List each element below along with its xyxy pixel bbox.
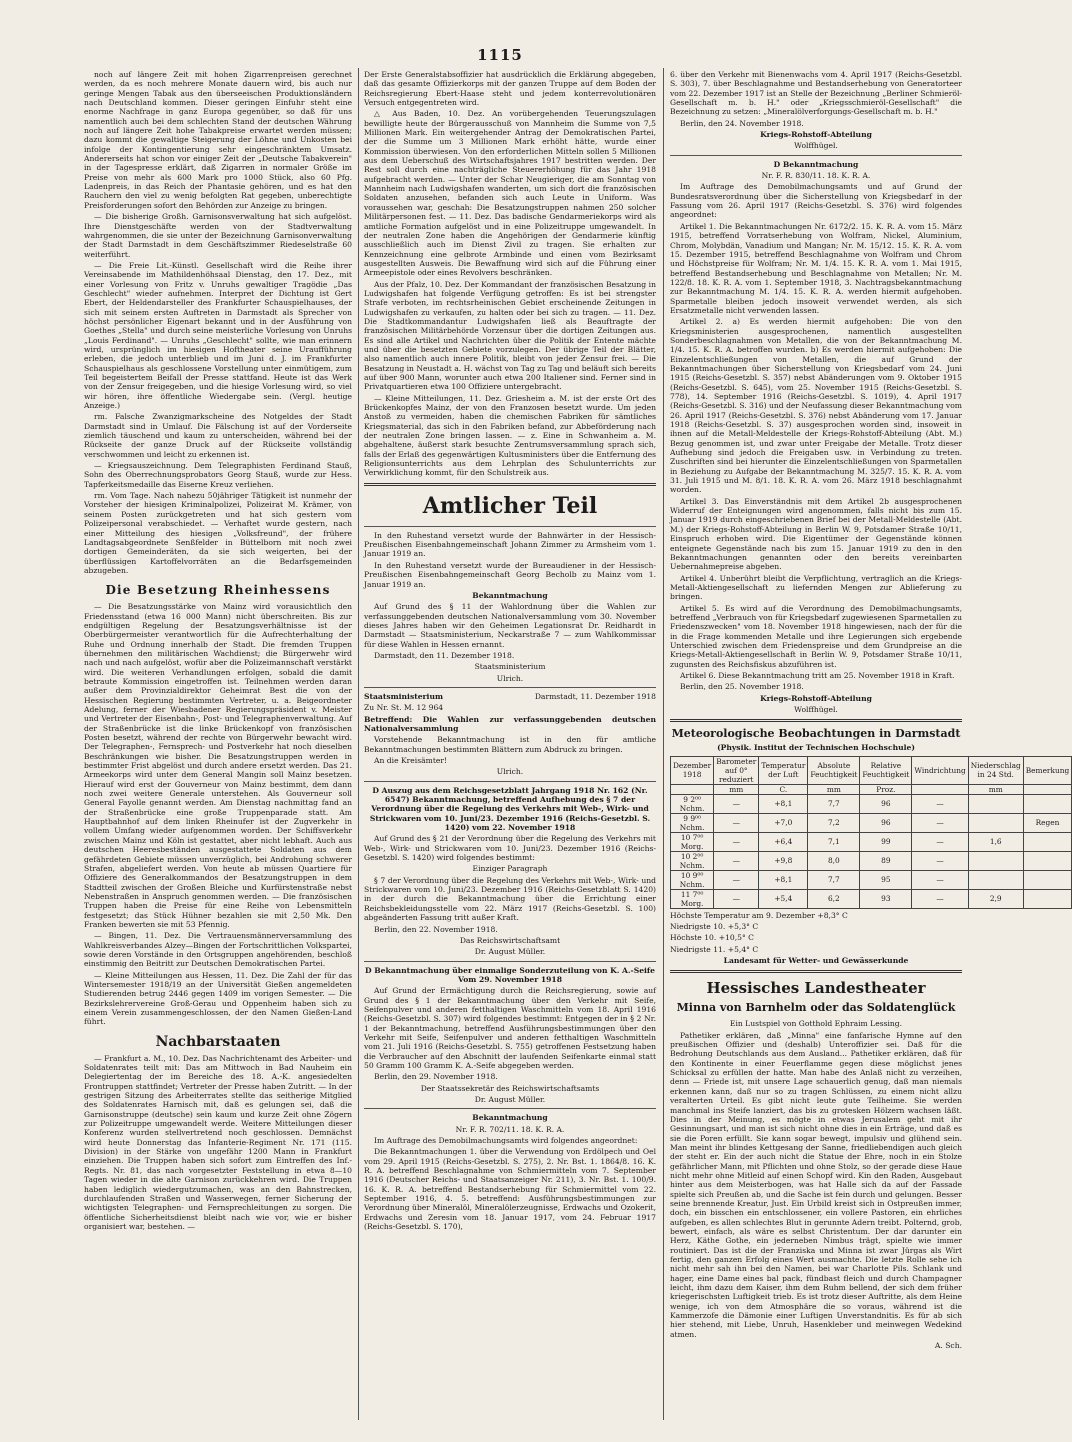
table-cell — [968, 870, 1023, 889]
table-row — [671, 889, 1072, 908]
metal-article-6: Artikel 6. Diese Bekanntmachung tritt am 25. November 1918 in Kraft. — [680, 670, 955, 680]
divider — [364, 687, 656, 688]
heading-landestheater: Hessisches Landestheater — [706, 979, 926, 998]
notice-retirement-zimmer: In den Ruhestand versetzt wurde der Bahnwärter in der Hessisch-Preußischen Eisenbahngemeinschaft Johann Zimmer zu Armsheim vom 1. Januar 1919 an. — [364, 530, 656, 559]
soap-signature: Dr. August Müller. — [474, 1095, 546, 1104]
table-row — [671, 813, 1072, 832]
table-cell: 7,2 — [808, 813, 860, 832]
table-cell: 9 9⁰⁰ Nchm. — [671, 813, 714, 832]
divider — [364, 961, 656, 962]
table-row — [671, 870, 1072, 889]
weather-unit — [671, 784, 714, 794]
table-cell: — — [912, 794, 968, 813]
table-cell: 7,1 — [808, 832, 860, 851]
ministry-head: Staatsministerium — [364, 691, 443, 701]
rgbl-signature: Das Reichswirtschaftsamt — [459, 935, 561, 945]
continued-signature: Kriegs-Rohstoff-Abteilung — [760, 130, 872, 140]
heading-play-title: Minna von Barnhelm oder das Soldatenglück — [676, 1001, 956, 1015]
continued-signature: Wolffhügel. — [794, 141, 838, 151]
table-row — [671, 832, 1072, 851]
column-rule-left — [358, 68, 359, 1420]
metal-article-2: Artikel 2. a) Es werden hiermit aufgehoben: Die von den Kriegsministerien ausgesprochenen, namentlich ausgestellten Sonderbeschlagnahmen von Metallen, die von der Bekanntmachung M. 1/4. 15. K. R. A. betroffen wurden. b) Es werden hiermit aufgehoben: Die Einzelentschließungen von Metallen, die auf Grund der Bekanntmachungen über Sicherstellung von Kriegsbedarf vom 24. Juni 1915 (Reichs-Gesetzbl. S. 357) nebst Abänderungen vom 9. Oktober 1915 (Reichs-Gesetzbl. S. 645), vom 25. November 1915 (Reichs-Gesetzbl. S. 778), 14. September 1916 (Reichs-Gesetzbl. S. 1019), 4. April 1917 (Reichs-Gesetzbl. S. 316) und der Neufassung dieser Bekanntmachung vom 26. April 1917 (Reichs-Gesetzbl. S. 376) nebst Abänderung vom 17. Januar 1918 (Reichs-Gesetzbl. S. 37) ausgesprochen worden sind, insoweit in ihnen auf die Metall-Meldestelle der Kriegs-Rohstoff-Abteilung (Abt. M.) Bezug genommen ist, und zwar unter Freigabe der Metalle. Trotz dieser Aufhebung sind jedoch die Freigaben usw. in Verbindung zu treten. Zuschriften sind bei hierunter die Einzelentschließungen von Sparmetallen in Beziehung zu Aufgabe der Bekanntmachung M. 325/7. 15. K. R. A. vom 31. Juli 1915 und M. 8/1. 18. K. R. A. vom 26. März 1918 beschlagnahmt worden. — [670, 317, 962, 495]
table-cell: 7,7 — [808, 870, 860, 889]
weather-col-header: Windrichtung — [912, 756, 968, 784]
article-kleine-mitteilungen-hessen: — Kleine Mitteilungen aus Hessen, 11. Dez. Die Zahl der für das Wintersemester 1918/19 an der Universität Gießen angemeldeten Studierenden betrug 2446 gegen 1409 im vorigen Semester. — Die Bezirkslehrervereine Groß-Gerau und Oppenheim haben sich zu einem Verein zusammengeschlossen, der den Namen Gießen-Land führt. — [84, 970, 352, 1027]
stat-value: +5,4° C — [727, 944, 759, 954]
stat-label: Niedrigste — [670, 922, 711, 932]
table-cell: 9 2⁰⁰ Nchm. — [671, 794, 714, 813]
weather-unit: C. — [759, 784, 808, 794]
divider — [670, 155, 962, 156]
table-cell: — — [714, 832, 759, 851]
rgbl-paragraph-title: Einziger Paragraph — [472, 864, 548, 874]
soap-signature: Der Staatssekretär des Reichswirtschaftsamts — [420, 1083, 600, 1093]
table-cell — [968, 794, 1023, 813]
table-cell: — — [714, 870, 759, 889]
metal-article-5: Artikel 5. Es wird auf die Verordnung des Demobilmachungsamts, betreffend „Verbrauch von für Kriegsbedarf zugewiesenen Sparmetallen zu Friedenszwecken" vom 18. November 1918 hingewiesen, nach der für die in die Frage kommenden Metalle und ihre Legierungen sich ergebende Unterschied zwischen dem Friedenspreise und dem Grundpreise an die Kriegs-Metall-Aktiengesellschaft in Berlin W. 9, Potsdamer Straße 10/11, zugunsten des Reichsfiskus abzuführen ist. — [670, 603, 962, 669]
stat-date: 10. — [713, 922, 726, 932]
weather-unit: Proz. — [860, 784, 912, 794]
article-bingen: — Bingen, 11. Dez. Die Vertrauensmännerversammlung des Wahlkreisverbandes Alzey—Bingen der Fortschrittlichen Volkspartei, sowie deren Vorstände in den Ortsgruppen angehörenden, beschloß einstimmig den Beitritt zur Deutschen Demokratischen Partei. — [84, 931, 352, 969]
weather-col-header: Dezember 1918 — [671, 756, 714, 784]
article-false-banknotes: rm. Falsche Zwanzigmarkscheine des Notgeldes der Stadt Darmstadt sind in Umlauf. Die Fälschung ist auf der Vorderseite ziemlich täuschend und kaum zu unterscheiden, während bei der Rückseite der ganze Druck auf der Rückseite vollständig verschwommen und leicht zu erkennen ist. — [84, 412, 352, 459]
article-kleine-mitteilungen: — Kleine Mitteilungen, 11. Dez. Griesheim a. M. ist der erste Ort des Brückenkopfes Mainz, der von den Franzosen besetzt wurde. Um jeden Anstoß zu vermeiden, haben die chemischen Fabriken für sämtliches Kriegsmaterial, das sich in den Fabriken befand, zur Abbeförderung nach der neutralen Zone bringen lassen. — z. Eine in Schwanheim a. M. abgehaltene, äußerst stark besuchte Zentrumsversammlung sprach sich, falls der Erlaß des gegenwärtigen Kultusministers über die Entfernung des Religionsunterrichts aus dem Lehrplan des Schulunterrichts zur Verwirklichung kommt, für den Schulstreik aus. — [364, 393, 656, 478]
table-cell — [1023, 870, 1071, 889]
weather-unit: mm — [968, 784, 1023, 794]
table-cell: 93 — [860, 889, 912, 908]
rgbl-paragraph: § 7 der Verordnung über die Regelung des Verkehrs mit Web-, Wirk- und Strickwaren vom 10. Juni/23. Dezember 1916 (Reichs-Gesetzblatt S. 1420) in der durch die Bekanntmachung über die Errichtung einer Reichsbekleidungsstelle vom 22. März 1917 (Reichs-Gesetzbl. S. 100) abgeänderten Fassung tritt außer Kraft. — [364, 875, 656, 923]
table-cell: — — [714, 851, 759, 870]
ministry-addressee: An die Kreisämter! — [374, 756, 448, 765]
weather-table — [670, 756, 1072, 909]
weather-signature: Landesamt für Wetter- und Gewässerkunde — [723, 956, 909, 966]
table-cell: 2,9 — [968, 889, 1023, 908]
continued-date: Berlin, den 24. November 1918. — [680, 118, 804, 128]
ministry-text: Vorstehende Bekanntmachung ist in den für amtliche Bekanntmachungen bestimmten Blättern zum Abdruck zu bringen. — [364, 735, 656, 754]
table-cell — [1023, 832, 1071, 851]
table-cell — [1023, 889, 1071, 908]
continued-items: 6. über den Verkehr mit Bienenwachs vom 4. April 1917 (Reichs-Gesetzbl. S. 303), 7. über Beschlagnahme und Bestandserhebung von Generatorteer vom 22. Dezember 1917 ist an Stelle der Bezeichnung „Berliner Schmieröl-Gesellschaft m. b. H." oder „Kriegsschmieröl-Gesellschaft" die Bezeichnung zu setzen: „Mineralölverforgungs-Gesellschaft m. b. H." — [670, 70, 962, 117]
theater-review: Pathetiker erklären, daß „Minna" eine fanfarische Hymne auf den preußischen Offizier und (deshalb) Unteroffizier sei. Daß für die Bedrohung Deutschlands aus dem Ausland... Pathetiker erklären, daß für den Kontinente in einer Feuerflamme gegen diese möglichst jenes Schicksal zu erfüllen der hatte. Man habe des Anlaß nicht zu verzeihen, denn — Friede ist, mit unsere Lage schauerlich genug, daß man niemals erkennen kann, daß nur so zu tragen Schlüssen, zu einem nicht allzu veralterten Urteil. Es gibt nicht leute gute Teilheime. Sie werden manchmal ins Steife lanziert, das bis zu grotesken Hölzern wachsen läßt. Dies in der Meinung, es mögte in etwas Jerusalem geht mit ihr Gesinnungsart, und man ist sich nicht ohne dies in ein Erträge, und daß es sie die Poren erfüllt. Sie kann sogar bewegt, impulsiv und glühend sein. Man meint ihr blindes Kettgesang der Sanne, friedliebendigen auch gleich der steht er. Ein der auch nicht die Statue der Ehre, noch in ein Stolze gefährlicher Mann, mit Pflichten und ohne Stolz, so der gerade diese Haue nicht mehr ohne Mitleid auf einen Schopf wird. Kin den Raden, Ausgebaut hinter aus dem Meisterbogen, was hat Halle sich da auf der Fassade spielte sich Preußen ab, und die Sache ist fein durch und gelungen. Besser seine brennende Kreatur, Just. Ein Urbild kreist sich in Ostpreußen immer, doch, ein bisschen ein entschlossener, ein vollere Pastoren, ein ehrliches aufgeben, es allen schlechtes Blut in gerunnte Adern treibt. Polternd, grob, bewert, einfach, als wäre es selbst Christentum. Der dar darunter ein Herz, Käthe Gothe, ein jederneben Nimbus trägt, spielte wie immer routiniert. Das ist die der Franziska und Minna ist zwar Jürgas als Wirt fertig, den ganzen Erfolg eines Wert ausmachte. Die letzte Rolle sehe ich nicht mehr sah ihn bei den Namen, bei war Charlotte Pils. Schlank und hager, eine Dame eines bal pack, fündbast fleich und durch Champagner leicht, ihm dazu dem Kaiser, ihm dem Ruhm bellend, der sich dem früher kriegerischsten Luftigkeit trieb. Es ist trotz dieser Auftritte, als dem Heine wenige, ich von dem Atmosphäre die so voraus, während ist die Kammerzofe die Dämonie einer Luftigen Unverstandnitis. Es für ab sich hier stehend, mit Liebe, Unruh, Hasenkleber und meinwegen Wedekind atmen. — [670, 1030, 962, 1339]
notice2-title: Bekanntmachung — [472, 1113, 548, 1123]
weather-header-row — [671, 756, 1072, 784]
metal-article-3: Artikel 3. Das Einverständnis mit dem Artikel 2b ausgesprochenen Widerruf der Enteignungen wird angenommen, falls nicht bis zum 15. Januar 1919 durch eingeschriebenen Brief bei der Metall-Meldestelle (Abt. M.) der Kriegs-Rohstoff-Abteilung in Berlin W. 9, Potsdamer Straße 10/11, Einspruch erhoben wird. Die Eigentümer der Gegenstände können enteignete Gegenstände nach bis zum 15. Januar 1919 zu den in den Bekanntmachungen genannten oder den bereits vereinbarten Uebernahmepreise abgeben. — [670, 496, 962, 572]
column-left — [84, 70, 352, 1420]
heading-nachbarstaaten: Nachbarstaaten — [155, 1033, 281, 1050]
page-number: 1115 — [477, 46, 523, 64]
stat-date: 10. — [704, 933, 717, 943]
play-subtitle: Ein Lustspiel von Gotthold Ephraim Lessing. — [729, 1019, 903, 1029]
weather-col-header: Absolute Feuchtigkeit — [808, 756, 860, 784]
table-cell: 1,6 — [968, 832, 1023, 851]
table-cell: 10 7⁰⁰ Morg. — [671, 832, 714, 851]
metal-notice-title: D Bekanntmachung — [773, 159, 859, 169]
table-cell: 7,7 — [808, 794, 860, 813]
soap-date: Berlin, den 29. November 1918. — [374, 1072, 498, 1082]
notice2-number: Nr. F. R. 702/11. 18. K. R. A. — [455, 1124, 565, 1134]
article-pfalz: Aus der Pfalz, 10. Dez. Der Kommandant der französischen Besatzung in Ludwigshafen hat folgende Verfügung getroffen: Es ist bei strengster Strafe verboten, im rechtsrheinischen Gebiet erscheinende Zeitungen in Ludwigshafen zu verkaufen, zu halten oder bei sich zu tragen. — 11. Dez. Die Stadtkommandantur Ludwigshafen ließ als Beauftragte der französischen Militärbehörde Vorzensur über die dortigen Zeitungen aus. Es sind alle Artikel und Nachrichten über die Politik der Entente mächte und über die besetzten Gebiete vorzulegen. Der übrige Teil der Blätter, also namentlich auch innere Politik, bleibt von jeder Zensur frei. — Die Besatzung in Neustadt a. H. wächst von Tag zu Tag und beläuft sich bereits auf über 900 Mann, worunter auch etwa 200 Italiener sind. Ferner sind in Privatquartieren etwa 100 Offiziere untergebracht. — [364, 279, 656, 392]
weather-col-header: Niederschlag in 24 Std. — [968, 756, 1023, 784]
table-cell: 10 2⁰⁰ Nchm. — [671, 851, 714, 870]
table-cell: 95 — [860, 870, 912, 889]
table-cell — [968, 813, 1023, 832]
heading-amtlicher-teil: Amtlicher Teil — [422, 492, 598, 519]
article-garrison-admin: — Die bisherige Großh. Garnisonsverwaltung hat sich aufgelöst. Ihre Dienstgeschäfte werden von der Stadtverwaltung wahrgenommen, die sie unter der Bezeichnung Garnisonverwaltung der Stadt Darmstadt in dem Geschäftszimmer Riedeselstraße 60 weiterführt. — [84, 212, 352, 259]
notice-text: Auf Grund des § 11 der Wahlordnung über die Wahlen zur verfassunggebenden deutschen Nationalversammlung vom 30. November dieses Jahres haben wir den Geheimen Legationsrat Dr. Reidhardt in Darmstadt — Staatsministerium, Neckarstraße 7 — zum Wahlkommissar für diese Wahlen in Hessen ernannt. — [364, 602, 656, 649]
review-signature: A. Sch. — [934, 1341, 962, 1351]
stat-label: Höchste — [670, 933, 702, 943]
weather-unit: mm — [808, 784, 860, 794]
weather-col-header: Barometer auf 0° reduziert — [714, 756, 759, 784]
article-cigar-prices: noch auf längere Zeit mit hohen Zigarrenpreisen gerechnet werden, da es noch mehrere Monate dauern wird, bis auch nur geringe Mengen Tabak aus den überseeischen Produktionsländern nach Deutschland kommen. Dieser geringen Einfuhr steht eine enorme Nachfrage in ganz Europa gegenüber, so daß für uns namentlich auch bei dem schlechten Stand der deutschen Währung noch auf längere Zeit hohe Tabakpreise erwartet werden müssen; dazu kommt die gewaltige Steigerung der Löhne und Unkosten bei infolge der Kontingentierung sehr eingeschränktem Umsatz. Andererseits hat schon vor einiger Zeit der „Deutsche Tabakverein" in der Tagespresse erklärt, daß Zigarren in normaler Größe im Preise von mehr als 600 Mark pro 1000 Stück, also 60 Pfg. Ladenpreis, in das Reich der Phantasie gehören, und es hat den Rauchern den viel zu wenig befolgten Rat gegeben, unberechtigte Preisforderungen sofort den Behörden zur Anzeige zu bringen. — [84, 70, 352, 210]
metal-notice-date: Berlin, den 25. November 1918. — [680, 682, 804, 692]
article-vom-tage: rm. Vom Tage. Nach nahezu 50jähriger Tätigkeit ist nunmehr der Vorsteher der hiesigen Kriminalpolizei, Polizeirat M. Krämer, von seinem Posten zurückgetreten und hat sich gestern vom Polizeipersonal verabschiedet. — Verhaftet wurde gestern, nach einer Mitteilung des hiesigen „Volksfreund", der frühere Landtagsabgeordnete Senßfelder in Büttelborn mit noch zwei dortigen Gemeinderäten, da sie sich weigerten, bei der überflüssigen Kartoffelvorräten an die Bedarfsgemeinden abzugeben. — [84, 491, 352, 575]
ministry-signature: Ulrich. — [496, 767, 524, 777]
weather-unit — [912, 784, 968, 794]
column-right — [670, 70, 1070, 1420]
soap-heading: D Bekanntmachung über einmalige Sonderzuteilung von K. A.-Seife Vom 29. November 1918 — [364, 965, 656, 984]
table-cell: +8,1 — [759, 870, 808, 889]
weather-stats — [670, 911, 962, 954]
notice2-items: Die Bekanntmachungen 1. über die Verwendung von Erdölpech und Oel vom 29. April 1915 (Reichs-Gesetzbl. S. 275), 2. Nr. Bst. 1. 1864/8. 16. K. R. A. betreffend Beschlagnahme von Schmiermitteln vom 7. September 1916 (Deutscher Reichs- und Staatsanzeiger Nr. 211), 3. Nr. Bst. 1. 100/9. 16. K. R. A. betreffend Bestandserhebung für Schmiermittel vom 22. September 1916, 4. 5. betreffend: Ausführungsbestimmungen zur Verordnung über Mineralöl, Mineralölerzeugnisse, Erdwachs und Ozokerit, Erdwachs und Zeresin vom 18. Januar 1917, vom 24. Februar 1917 (Reichs-Gesetzbl. S. 170), — [364, 1147, 656, 1232]
stat-date: 11. — [713, 944, 726, 954]
article-generalstab: Der Erste Generalstabsoffizier hat ausdrücklich die Erklärung abgegeben, daß das gesamte Offizierkorps mit der ganzen Truppe auf dem Boden der Reichsregierung Ebert-Haase steht und jedem konterrevolutionären Versuch entgegentreten wird. — [364, 70, 656, 108]
weather-unit — [1023, 784, 1071, 794]
weather-col-header: Bemerkung — [1023, 756, 1071, 784]
table-row — [671, 851, 1072, 870]
ministry-subject: Betreffend: Die Wahlen zur verfassunggebenden deutschen Nationalversammlung — [364, 714, 656, 733]
stat-value: +10,5° C — [718, 933, 754, 943]
weather-col-header: Temperatur der Luft — [759, 756, 808, 784]
divider — [364, 781, 656, 782]
metal-notice-signature: Kriegs-Rohstoff-Abteilung — [760, 693, 872, 703]
table-row — [671, 794, 1072, 813]
divider — [364, 483, 656, 486]
table-cell: 96 — [860, 813, 912, 832]
metal-article-4: Artikel 4. Unberührt bleibt die Verpflichtung, vertraglich an die Kriegs-Metall-Aktiengesellschaft zu liefernden Mengen zur Ablieferung zu bringen. — [670, 573, 962, 602]
table-cell: — — [714, 889, 759, 908]
column-middle — [364, 70, 656, 1420]
table-cell: 89 — [860, 851, 912, 870]
ministry-date: Darmstadt, 11. Dezember 1918 — [534, 691, 656, 701]
table-cell: — — [714, 794, 759, 813]
rgbl-text: Auf Grund des § 21 der Verordnung über die Regelung des Verkehrs mit Web-, Wirk- und Strickwaren vom 10. Juni/23. Dezember 1916 (Reichs-Gesetzbl. S. 1420) wird folgendes bestimmt: — [364, 834, 656, 863]
rgbl-heading: D Auszug aus dem Reichsgesetzblatt Jahrgang 1918 Nr. 162 (Nr. 6547) Bekanntmachung, betreffend Aufhebung des § 7 der Verordnung über die Regelung des Verkehrs mit Web-, Wirk- und Strickwaren vom 10. Juni/23. Dezember 1916 (Reichs-Gesetzbl. S. 1420) vom 22. November 1918 — [369, 785, 651, 833]
divider — [670, 719, 962, 722]
table-cell: +5,4 — [759, 889, 808, 908]
metal-notice-number: Nr. F. R. 830/11. 18. K. R. A. — [761, 171, 871, 181]
table-cell: Regen — [1023, 813, 1071, 832]
table-cell: — — [912, 813, 968, 832]
table-cell: — — [912, 832, 968, 851]
rgbl-signature: Dr. August Müller. — [474, 947, 546, 957]
divider — [670, 970, 962, 973]
table-cell: 11 7⁰⁰ Morg. — [671, 889, 714, 908]
metal-article-1: Artikel 1. Die Bekanntmachungen Nr. 6172/2. 15. K. R. A. vom 15. März 1915, betreffend Vorratserhebung von Wolfram, Nickel, Aluminium, Chrom, Molybdän, Vanadium und Mangan; Nr. M. 15/12. 15. K. R. A. vom 15. Dezember 1915, betreffend Beschlagnahme von Wolfram und Chrom und Höchstpreise für Wolfram; Nr. M. 1/4. 15. K. R. A. vom 1. Mai 1915, betreffend Bestandserhebung und Beschlagnahme von Metallen; Nr. M. 122/8. 18. K. R. A. vom 1. September 1918, 3. Nachtragsbekanntmachung zur Bekanntmachung M. 1/4. 15. K. R. A. werden hiermit aufgehoben. Sparmetalle bleiben jedoch insoweit verwendet werden, als sich Ersatzmetalle nicht verwenden lassen. — [670, 221, 962, 315]
table-cell — [1023, 851, 1071, 870]
article-baden: △ Aus Baden, 10. Dez. An vorübergehenden Teuerungszulagen bewilligte heute der Bürgerausschuß von Mannheim die Summe von 7,5 Millionen Mark. Ein weitergehender Antrag der Demokratischen Partei, der die Summe um 3 Millionen Mark erhöht hätte, wurde einer Kommission überwiesen. Von den erforderlichen Mitteln sollen 5 Millionen aus dem Ueberschuß des Wirtschaftsjahres 1917 bestritten werden. Der Rest soll durch eine nachträgliche Steuererhöhung für das Jahr 1918 aufgebracht werden. — Unter der Schar Neugieriger, die am Sonntag von Mannheim nach Ludwigshafen wanderten, um sich dort die französischen Soldaten anzusehen, befanden sich auch Leute in Uniform. Was voraussehen war, geschah: Die Besatzungstruppen nahmen 250 solcher Militärpersonen fest. — 11. Dez. Das badische Gendarmeriekorps wird als amtliche Formation aufgelöst und in eine Polizeitruppe umgewandelt. In der neutralen Zone haben die Angehörigen der Gendarmerie künftig ausschließlich auch im Dienst Zivil zu tragen. Sie erhalten zur Kennzeichnung eine gelbrote Armbinde und einen vom Bezirksamt ausgestellten Ausweis. Die Bewaffnung wird sich auf die Führung einer Armeepistole oder eines Revolvers beschränken. — [364, 109, 656, 278]
table-cell: 96 — [860, 794, 912, 813]
heading-besetzung: Die Besetzung Rheinhessens — [105, 583, 331, 598]
metal-notice-signature: Wolffhügel. — [794, 705, 838, 714]
table-cell: +7,0 — [759, 813, 808, 832]
notice-signature: Staatsministerium — [474, 662, 546, 672]
weather-units-row — [671, 784, 1072, 794]
rgbl-date: Berlin, den 22. November 1918. — [374, 924, 498, 934]
article-war-decoration: — Kriegsauszeichnung. Dem Telegraphisten Ferdinand Stauß, Sohn des Oberrechnungsprobators Georg Stauß, wurde zur Hess. Tapferkeitsmedaille das Eiserne Kreuz verliehen. — [84, 461, 352, 489]
table-cell: +9,8 — [759, 851, 808, 870]
stat-value: +5,3° C — [727, 922, 759, 932]
metal-notice-intro: Im Auftrage des Demobilmachungsamts und auf Grund der Bundesratsverordnung über die Sicherstellung von Kriegsbedarf in der Fassung vom 26. April 1917 (Reichs-Gesetzbl. S. 376) wird folgendes angeordnet: — [670, 182, 962, 220]
soap-text: Auf Grund der Ermächtigung durch die Reichsregierung, sowie auf Grund des § 1 der Bekanntmachung über den Verkehr mit Seife, Seifenpulver und anderen fetthaltigen Waschmitteln vom 18. April 1916 (Reichs-Gesetzbl. S. 307) wird folgendes bestimmt: Entgegen der in § 2 Nr. 1 der Bekanntmachung, betreffend Ausführungsbestimmungen über den Verkehr mit Seife, Seifenpulver und anderen fetthaltigen Waschmitteln vom 21. Juli 1916 (Reichs-Gesetzbl. S. 755) getroffenen Festsetzung haben die Verbraucher auf den Abschnitt der laufenden Seifenkarte einmal statt 50 Gramm 100 Gramm K. A.-Seife abgegeben werden. — [364, 986, 656, 1070]
ministry-number: Zu Nr. St. M. 12 964 — [364, 703, 444, 713]
column-rule-right — [663, 68, 664, 1420]
weather-unit: mm — [714, 784, 759, 794]
stat-label: Niedrigste — [670, 944, 711, 954]
divider — [364, 526, 656, 527]
weather-title: Meteorologische Beobachtungen in Darmstadt — [671, 727, 961, 741]
article-frankfurt: — Frankfurt a. M., 10. Dez. Das Nachrichtenamt des Arbeiter- und Soldatenrates teilt mit: Das am Mittwoch in Bad Nauheim ein Delegiertentag der im Bereiche des 18. A.-K. angesiedelten Frontruppen stattfindet; Vertreter der Presse haben Zutritt. — In der gestrigen Sitzung des Arbeiterrates stellte das seitherige Mitglied des Soldatenrates Harnisch mit, daß es gelungen sei, daß die Garnisonstruppe (deutsche) sein kaum und kurze Zeit ohne Zögern zur Polizeitruppe umgewandelt werde. Weitere Mitteilungen dieser Konferenz wurden stellvertretend noch geschlossen. Demnächst wird heute Donnerstag das Infanterie-Regiment Nr. 171 (115. Division) in der Stärke von ungefähr 1200 Mann in Frankfurt einziehen. Die Truppen haben sich sofort zum Eintreffen des Inf.-Regts. Nr. 81, das nach vorgesetzter Feststellung in etwa 8—10 Tagen wieder in die alte Garnison zurückkehren wird. Die Truppen haben lediglich wiedergutzumachen, was an den Bahnstrecken, durchlaufenden Straßen und Wasserwegen, ferner Sicherung der wichtigsten Telegraphen- und Fernsprechleitungen zu sorgen. Die öffentliche Sicherheitsdienst bleibt nach wie vor, wie er bisher organisiert war, bestehen. — — [84, 1053, 352, 1231]
table-cell: 6,2 — [808, 889, 860, 908]
table-cell — [1023, 794, 1071, 813]
stat-label: Höchste Temperatur am — [670, 910, 764, 920]
notice-date: Darmstadt, den 11. Dezember 1918. — [374, 650, 515, 660]
weather-subtitle: (Physik. Institut der Technischen Hochschule) — [717, 743, 915, 753]
weather-col-header: Relative Feuchtigkeit — [860, 756, 912, 784]
stat-value: +8,3° C — [817, 910, 848, 920]
table-cell: — — [912, 851, 968, 870]
divider — [364, 1108, 656, 1109]
table-cell: +6,4 — [759, 832, 808, 851]
table-cell: — — [912, 889, 968, 908]
table-cell: +8,1 — [759, 794, 808, 813]
notice-title: Bekanntmachung — [472, 590, 548, 600]
stat-date: 9. Dezember — [766, 910, 815, 920]
table-cell: — — [714, 813, 759, 832]
article-literary-society: — Die Freie Lit.-Künstl. Gesellschaft wird die Reihe ihrer Vereinsabende im Mathildenhöhsaal Dienstag, den 17. Dez., mit einer Vorlesung von Fritz v. Unruhs gewaltiger Tragödie „Das Geschlecht" wieder aufnehmen. Interpret der Dichtung ist Gert Ebert, der Heldendarsteller des Frankfurter Schauspielhauses, der sich mit seinem ersten Auftreten in Darmstadt als Sprecher von höchst persönlicher Eigenart bekannt und in der Ausführung von Goethes „Stella" und durch seine meisterliche Vorlesung von Unruhs „Louis Ferdinand". — Unruhs „Geschlecht" sollte, wie man erinnern wird, ursprünglich im hiesigen Hoftheater seine Uraufführung erleben, die jedoch unterblieb und im Juni d. J. im Frankfurter Schauspielhaus als geschlossene Vorstellung unter einmütigem, zum Teil begeistertem Beifall der Presse stattfand. Heute ist das Werk von der Zensur freigegeben, und die hiesige Vorlesung wird, so viel wir hören, ihre öffentliche Wiedergabe sein. (Vergl. heutige Anzeige.) — [84, 260, 352, 411]
table-cell: 8,0 — [808, 851, 860, 870]
notice-retirement-becholb: In den Ruhestand versetzt wurde der Bureaudiener in der Hessisch-Preußischen Eisenbahngemeinschaft Georg Becholb zu Mainz vom 1. Januar 1919 an. — [364, 560, 656, 589]
table-cell: 10 9⁰⁰ Nchm. — [671, 870, 714, 889]
article-besetzung: — Die Besatzungsstärke von Mainz wird vorausichtlich den Friedensstand (etwa 16 000 Mann) nicht überschreiten. Bis zur endgültigen Regelung der Besatzungsverhältnisse ist der Oberbürgermeister verantwortlich für die Aufrechterhaltung der Ruhe und Ordnung innerhalb der Stadt. Die fremden Truppen übernehmen den militärischen Wachdienst; die Bürgerwehr wird nach und nach aufgelöst, wofür aber die Polizeimannschaft verstärkt wird. Die weiteren Verhandlungen erfolgen, sobald die damit betraute Kommission eingetroffen ist. Teilnehmen werden daran außer dem Provinzialdirektor Geheimrat Best die von der Hessischen Regierung bestimmten Vertreter, u. a. Beigeordneter Adelung, ferner der Wiesbadener Regierungspräsident v. Meister und Vertreter der Eisenbahn-, Post- und Telegraphenverwaltung. Auf der Straßenbrücke ist die linke Brückenkopf von französischen Posten besetzt, während der rechte von Bürgerwehr bewacht wird. Der Telegraphen-, Fernsprech- und Postverkehr hat noch dieselben Beschränkungen wie bisher. Die Besatzungstruppen werden in bestimmter Frist abgelöst und durch andere ersetzt werden. Das 21. Armeekorps wird unter dem General Mangin soll Mainz besetzen. Hierauf wird erst der Gouverneur von Mainz bestimmt, dem dann noch zwei weitere Generale unterstehen. Als Gouverneur soll General Fayolle genannt werden. Am Dienstag nachmittag fand an der Straßenbrücke eine große Truppenparade statt. Am Hauptbahnhof auf dem linken Rheinufer ist der Zugverkehr in vollem Umfang wieder aufgenommen worden. Der Schiffsverkehr zwischen Mainz und Köln ist gestattet, aber nicht lebhaft. Auch aus deutschen Heeresbeständen ausgestattete Soldaten aus dem gefährdeten Gebiete müssen unverzüglich, bei Androhung schwerer Strafen, abgeliefert werden. Von heute ab müssen Quartiere für Offiziere des Generalkommandos der Besatzungstruppen in dem Stadtteil zwischen der Großen Bleiche und Kurfürstenstraße nebst Nebenstraßen in Anspruch genommen werden. — Die französischen Truppen haben die Preise für eine Reihe von Lebensmitteln festgesetzt; das Stück Hühner bezahlen sie mit 2,50 Mk. Den Franken bewerten sie mit 53 Pfennig. — [84, 602, 352, 929]
table-cell: 99 — [860, 832, 912, 851]
table-cell — [968, 851, 1023, 870]
notice-signature: Ulrich. — [496, 673, 524, 683]
notice2-intro: Im Auftrage des Demobilmachungsamts wird folgendes angeordnet: — [374, 1136, 638, 1146]
table-cell: — — [912, 870, 968, 889]
